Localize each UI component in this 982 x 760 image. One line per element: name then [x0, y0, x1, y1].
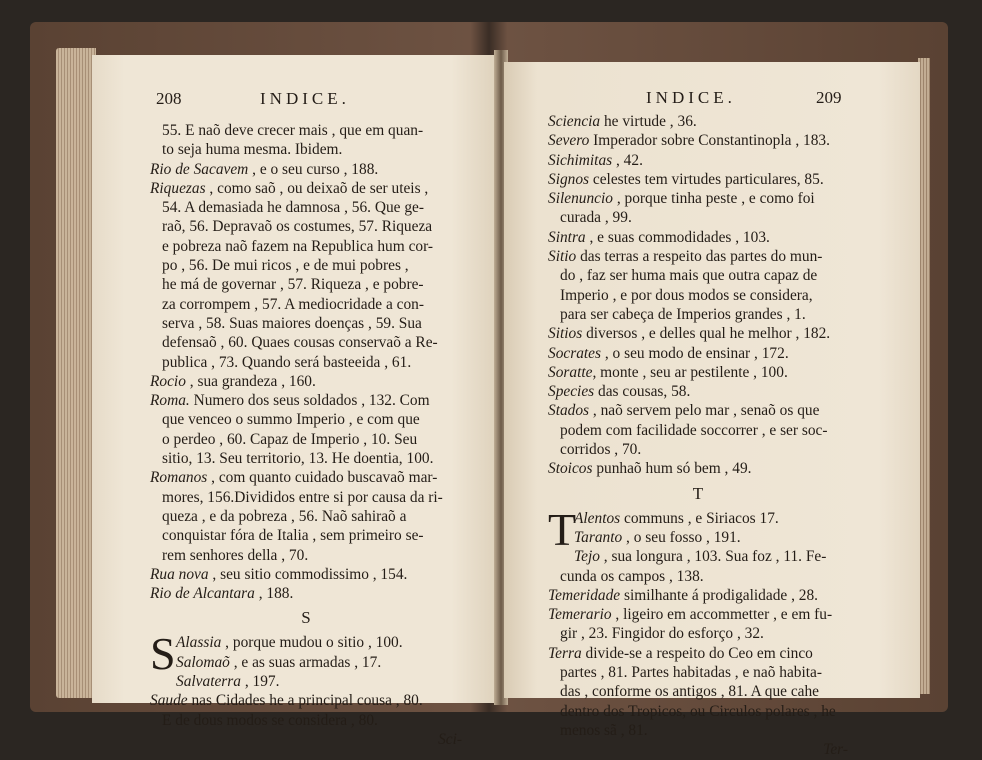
index-headword: Signos — [548, 170, 590, 188]
index-headword: Rio de Sacavem — [150, 160, 249, 178]
running-title: INDICE. — [260, 89, 350, 108]
right-page-header — [504, 88, 920, 110]
index-entry-line: Rua nova , seu sitio commodissimo , 154. — [150, 565, 408, 583]
index-headword: Alassia — [176, 634, 222, 652]
right-page — [504, 62, 920, 759]
index-entry-line: mores, 156.Divididos entre si por causa da ri- — [162, 488, 443, 506]
section-letter: T — [692, 483, 704, 503]
index-entry-line: T Alentos communs , e Siriacos 17. — [548, 503, 779, 555]
index-headword: Severo — [548, 132, 590, 150]
index-entry-line: Imperio , e por dous modos se considera, — [560, 286, 813, 304]
index-entry-line: Terra divide-se a respeito do Ceo em cinco — [548, 644, 813, 662]
index-headword: Taranto — [574, 528, 623, 546]
index-entry-line: Sciencia he virtude , 36. — [548, 113, 697, 130]
index-headword: Tejo — [574, 548, 600, 566]
index-entry-line: partes , 81. Partes habitadas , e naõ habita- — [560, 664, 822, 682]
index-entry-line: podem com facilidade soccorrer , e ser soc- — [560, 421, 828, 439]
left-page-header — [92, 89, 500, 111]
index-entry-line: Riquezas , como saõ , ou deixaõ de ser uteis , — [150, 179, 429, 197]
index-entry-line: Sitio das terras a respeito das partes do mun- — [548, 248, 823, 266]
index-headword: Temerario — [548, 606, 612, 624]
index-entry-line: serva , 58. Suas maiores doenças , 59. Sua — [162, 314, 422, 332]
index-headword: Sintra — [548, 228, 586, 246]
index-headword: Alentos — [574, 509, 621, 527]
index-headword: Rio de Alcantara — [150, 585, 255, 603]
left-index-text — [150, 121, 462, 749]
index-headword: Stados — [548, 402, 590, 420]
index-entry-line: Taranto , o seu fosso , 191. — [574, 528, 741, 546]
index-headword: Salomaõ — [176, 653, 230, 671]
drop-cap-letter: T — [548, 503, 577, 555]
index-entry-line: corridos , 70. — [560, 441, 642, 459]
index-entry-line: Temeridade similhante á prodigalidade , 28. — [548, 586, 819, 604]
index-entry-line: Salomaõ , e as suas armadas , 17. — [176, 653, 382, 671]
index-entry-line: Species das cousas, 58. — [548, 383, 691, 401]
left-page — [92, 55, 500, 748]
page-edges-left — [56, 48, 96, 698]
index-entry-line: Rio de Sacavem , e o seu curso , 188. — [150, 160, 379, 178]
index-entry-line: Severo Imperador sobre Constantinopla , 183. — [548, 132, 830, 150]
drop-cap-letter: S — [150, 628, 176, 680]
index-entry-line: menos sã , 81. — [560, 721, 648, 739]
index-headword: Roma. — [150, 392, 190, 410]
index-headword: Soratte, — [548, 363, 597, 381]
index-entry-line: conquistar fóra de Italia , sem primeiro se- — [162, 527, 424, 545]
index-entry-line: 54. A demasiada he damnosa , 56. Que ge- — [162, 199, 425, 217]
index-headword: Temeridade — [548, 586, 621, 604]
index-entry-line: curada , 99. — [560, 209, 632, 227]
index-entry-line: Tejo , sua longura , 103. Sua foz , 11. Fe- — [574, 548, 827, 566]
index-headword: Sitio — [548, 248, 577, 266]
index-entry-line: po , 56. De mui ricos , e de mui pobres , — [162, 257, 409, 275]
index-entry-line: Signos celestes tem virtudes particulares, 85. — [548, 170, 824, 188]
index-entry-line: Rio de Alcantara , 188. — [150, 585, 294, 603]
index-entry-line: publica , 73. Quando será basteeida , 61. — [162, 353, 412, 371]
index-headword: Silenuncio — [548, 190, 613, 208]
index-headword: Sciencia — [548, 113, 601, 130]
index-headword: Riquezas — [150, 179, 206, 197]
index-entry-line: e pobreza naõ fazem na Republica hum cor- — [162, 237, 434, 255]
index-entry-line: cunda os campos , 138. — [560, 567, 704, 585]
index-entry-line: Socrates , o seu modo de ensinar , 172. — [548, 344, 789, 362]
index-entry-line: das , conforme os antigos , 81. A que cahe — [560, 683, 820, 701]
index-headword: Salvaterra — [176, 673, 241, 691]
index-entry-line: Roma. Numero dos seus soldados , 132. Com — [150, 392, 430, 410]
section-letter: S — [301, 608, 311, 628]
index-entry-line: Rocio , sua grandeza , 160. — [150, 372, 316, 390]
index-entry-line: o perdeo , 60. Capaz de Imperio , 10. Seu — [162, 430, 418, 448]
index-entry-line: Salvaterra , 197. — [176, 673, 280, 691]
index-entry-line: S Alassia , porque mudou o sitio , 100. — [150, 628, 403, 680]
index-headword: Rua nova — [150, 565, 209, 583]
catchword: Sci- — [438, 730, 462, 748]
index-entry-line: to seja huma mesma. Ibidem. — [162, 141, 343, 159]
index-headword: Saude — [150, 692, 188, 710]
index-entry-line: que venceo o summo Imperio , e com que — [162, 411, 420, 429]
catchword: Ter- — [823, 741, 848, 759]
index-headword: Stoicos — [548, 460, 593, 478]
page-number: 208 — [156, 89, 182, 108]
page-number: 209 — [816, 88, 842, 107]
right-index-text — [548, 112, 848, 760]
index-entry-line: he má de governar , 57. Riqueza , e pobre- — [162, 276, 424, 294]
index-entry-line: Stados , naõ servem pelo mar , senaõ os que — [548, 402, 820, 420]
index-headword: Sichimitas — [548, 151, 613, 169]
index-entry-line: do , faz ser huma mais que outra capaz de — [560, 267, 818, 285]
index-entry-line: Sichimitas , 42. — [548, 151, 643, 169]
index-headword: Rocio — [150, 372, 186, 390]
index-headword: Sitios — [548, 325, 583, 343]
index-entry-line: E de dous modos se considera , 80. — [162, 711, 378, 729]
index-entry-line: sitio, 13. Seu territorio, 13. He doentia, 100. — [162, 450, 434, 468]
index-entry-line: Romanos , com quanto cuidado buscavaõ mar- — [150, 469, 438, 487]
index-headword: Romanos — [150, 469, 208, 487]
index-entry-line: defensaõ , 60. Quaes cousas conservaõ a Re- — [162, 334, 438, 352]
index-entry-line: Silenuncio , porque tinha peste , e como foi — [548, 190, 815, 208]
index-entry-line: gir , 23. Fingidor do esforço , 32. — [560, 625, 764, 643]
index-entry-line: Saude nas Cidades he a principal cousa , 80. — [150, 692, 423, 710]
index-headword: Species — [548, 383, 595, 401]
index-entry-line: 55. E naõ deve crecer mais , que em quan- — [162, 122, 424, 139]
index-entry-line: queza , e da pobreza , 56. Naõ sahiraõ a — [162, 507, 407, 525]
index-entry-line: para ser cabeça de Imperios grandes , 1. — [560, 305, 806, 323]
index-entry-line: raõ, 56. Depravaõ os costumes, 57. Riqueza — [162, 218, 433, 236]
index-entry-line: dentro dos Tropicos, ou Circulos polares , he — [560, 702, 836, 720]
index-entry-line: za corrompem , 57. A mediocridade a con- — [162, 295, 424, 313]
index-entry-line: Sitios diversos , e delles qual he melhor , 182. — [548, 325, 831, 343]
index-entry-line: Stoicos punhaõ hum só bem , 49. — [548, 460, 752, 478]
index-headword: Socrates — [548, 344, 602, 362]
index-entry-line: rem senhores della , 70. — [162, 546, 309, 564]
index-entry-line: Soratte, monte , seu ar pestilente , 100. — [548, 363, 788, 381]
index-headword: Terra — [548, 644, 582, 662]
running-title: INDICE. — [646, 88, 736, 107]
index-entry-line: Temerario , ligeiro em accommetter , e em fu- — [548, 606, 833, 624]
index-entry-line: Sintra , e suas commodidades , 103. — [548, 228, 770, 246]
